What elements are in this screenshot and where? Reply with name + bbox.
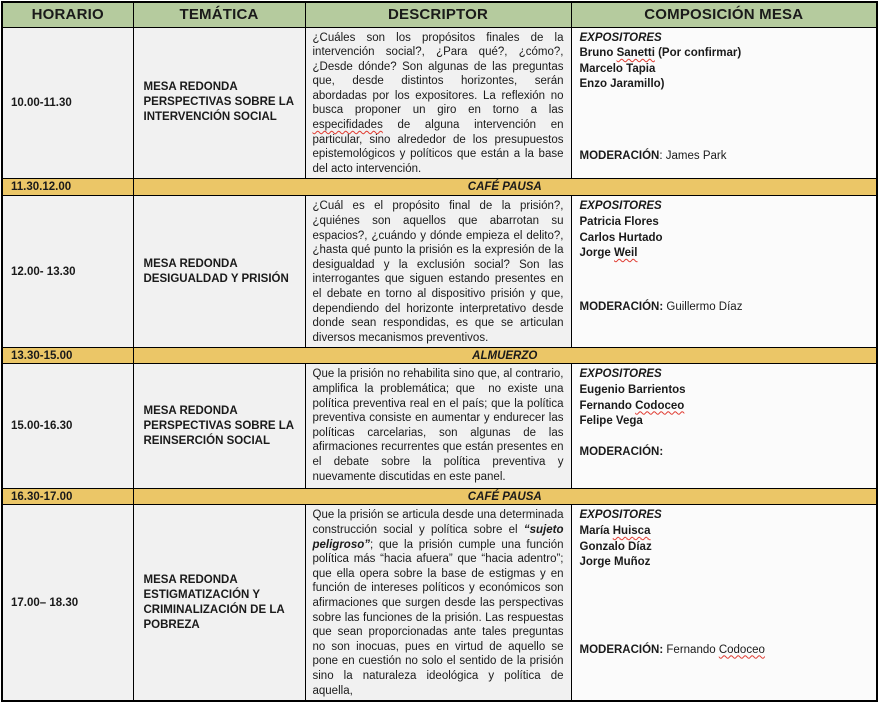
text-segment: Jorge Muñoz xyxy=(579,556,651,569)
descriptor-cell xyxy=(305,364,571,489)
text-segment: Fernando xyxy=(579,399,636,412)
text-segment: Marcelo Tapia xyxy=(579,62,656,75)
time-cell: 10.00-11.30 xyxy=(2,27,133,179)
header-row xyxy=(2,2,877,27)
text-segment: María xyxy=(579,524,613,537)
break-label: CAFÉ PAUSA xyxy=(133,179,877,196)
text-segment: (Por confirmar) xyxy=(654,47,742,60)
expositor-name xyxy=(580,383,869,399)
expositor-name xyxy=(580,399,869,415)
text-segment: ¿Cuáles son los propósitos finales de la intervención social?, ¿Para qué?, ¿cómo?, ¿Desde dónde? Son algunas de las preguntas que, desde distintos horizontes, serán abordadas por los expositores. La reflexión no busca proponer un giro en torno a las xyxy=(312,31,570,117)
mesa-cell xyxy=(571,27,877,179)
text-segment: Que la prisión no rehabilita sino que, al contrario, amplifica la problemática; que no existe una política preventiva real en el país; que la política preventiva consiste en aumentar y endurecer las políticas carcelarias, son algunas de las afirmaciones recurrentes que están presentes en el debate sobre la política preventiva y nuevamente discutidas en este panel. xyxy=(312,368,567,483)
expositores-label: EXPOSITORES xyxy=(579,509,662,522)
expositor-name xyxy=(580,46,869,62)
text-segment: Guillermo Díaz xyxy=(663,300,743,313)
text-segment: Eugenio Barrientos xyxy=(579,383,686,396)
moderation-line xyxy=(580,445,869,461)
text-segment: especifidades xyxy=(312,119,383,132)
expositor-name xyxy=(580,555,869,571)
text-segment: Weil xyxy=(614,247,638,260)
expositores-label: EXPOSITORES xyxy=(579,31,662,44)
moderation-line xyxy=(580,643,869,659)
text-segment: Patricia Flores xyxy=(579,216,659,229)
text-segment: Gonzalo Díaz xyxy=(579,540,652,553)
break-row xyxy=(2,348,877,364)
text-segment: Jorge xyxy=(579,247,615,260)
col-header-horario: HORARIO xyxy=(2,2,133,27)
schedule-table xyxy=(1,1,878,702)
mesa-cell xyxy=(571,196,877,348)
theme-cell: MESA REDONDA DESIGUALDAD Y PRISIÓN xyxy=(133,196,305,348)
text-segment: Codoceo xyxy=(635,399,685,412)
schedule-body xyxy=(2,27,877,701)
text-segment: Codoceo xyxy=(718,643,765,656)
text-segment: de alguna intervención en particular, sino alrededor de los presupuestos epistemológicos y políticos que están a la base del acto intervención. xyxy=(312,119,567,175)
text-segment: MODERACIÓN: xyxy=(579,643,664,656)
moderation-line xyxy=(580,300,869,316)
text-segment: ¿Cuál es el propósito final de la prisión?, ¿quiénes son aquellos que abarrotan su espacios?, ¿cuándo y dónde empieza el delito?, ¿hasta qué punto la prisión es la expresión de la desigualdad y la exclusión social? Son las interrogantes que siguen estando presentes en el debate en torno al dispositivo prisión y que, dependiendo del horizonte interpretativo desde donde sean respondidas, es que se articulan diversos mecanismos preventivos. xyxy=(312,200,567,344)
text-segment: Felipe Vega xyxy=(579,415,643,428)
session-row xyxy=(2,364,877,489)
descriptor-cell xyxy=(305,196,571,348)
text-segment: Enzo Jaramillo) xyxy=(579,78,665,91)
expositor-name xyxy=(580,62,869,78)
text-segment: Bruno xyxy=(579,47,617,60)
time-cell: 15.00-16.30 xyxy=(2,364,133,489)
time-cell: 11.30.12.00 xyxy=(2,179,133,196)
text-segment: ; que la prisión cumple una función política más “hacia afuera” que “hacia adentro”; que ella opera sobre la base de estigmas y en función de intereses políticos y económicos son afirmaciones que surgen desde las perspectivas sobre las funciones de la prisión. Las respuestas que sean proporcionadas ante tales preguntas no son inocuas, pues en virtud de aquello se pone en cuestión no solo el sentido de la prisión sino la naturaleza ideológica y política de aquella, xyxy=(312,538,567,697)
expositores-label: EXPOSITORES xyxy=(579,200,662,213)
session-row xyxy=(2,196,877,348)
break-label: ALMUERZO xyxy=(133,348,877,364)
theme-cell: MESA REDONDA PERSPECTIVAS SOBRE LA INTERVENCIÓN SOCIAL xyxy=(133,27,305,179)
moderation-line xyxy=(580,149,869,165)
theme-cell: MESA REDONDA ESTIGMATIZACIÓN Y CRIMINALIZACIÓN DE LA POBREZA xyxy=(133,505,305,701)
expositor-name xyxy=(580,215,869,231)
session-row xyxy=(2,505,877,701)
col-header-descriptor: DESCRIPTOR xyxy=(305,2,571,27)
col-header-composicion: COMPOSICIÓN MESA xyxy=(571,2,877,27)
col-header-tematica: TEMÁTICA xyxy=(133,2,305,27)
theme-cell: MESA REDONDA PERSPECTIVAS SOBRE LA REINSERCIÓN SOCIAL xyxy=(133,364,305,489)
text-segment: Huisca xyxy=(612,524,651,537)
expositor-name xyxy=(580,524,869,540)
break-label: CAFÉ PAUSA xyxy=(133,489,877,505)
break-row xyxy=(2,179,877,196)
text-segment: Sanetti xyxy=(616,47,655,60)
text-segment: “sujeto peligroso” xyxy=(312,523,567,551)
expositor-name xyxy=(580,540,869,556)
descriptor-cell xyxy=(305,505,571,701)
time-cell: 17.00– 18.30 xyxy=(2,505,133,701)
text-segment: : James Park xyxy=(659,149,727,162)
text-segment: Que la prisión se articula desde una determinada construcción social y política sobre el xyxy=(312,509,567,536)
expositor-name xyxy=(580,246,869,262)
time-cell: 12.00- 13.30 xyxy=(2,196,133,348)
time-cell: 16.30-17.00 xyxy=(2,489,133,505)
mesa-cell xyxy=(571,364,877,489)
mesa-cell xyxy=(571,505,877,701)
table-header xyxy=(2,2,877,27)
expositores-label: EXPOSITORES xyxy=(579,368,662,381)
break-row xyxy=(2,489,877,505)
expositor-name xyxy=(580,77,869,93)
expositor-name xyxy=(580,231,869,247)
text-segment: MODERACIÓN: xyxy=(579,300,664,313)
time-cell: 13.30-15.00 xyxy=(2,348,133,364)
expositor-name xyxy=(580,414,869,430)
session-row xyxy=(2,27,877,179)
text-segment: Carlos Hurtado xyxy=(579,231,663,244)
descriptor-cell xyxy=(305,27,571,179)
text-segment: MODERACIÓN xyxy=(579,149,660,162)
text-segment: MODERACIÓN: xyxy=(579,445,664,458)
text-segment: Fernando xyxy=(663,643,719,656)
